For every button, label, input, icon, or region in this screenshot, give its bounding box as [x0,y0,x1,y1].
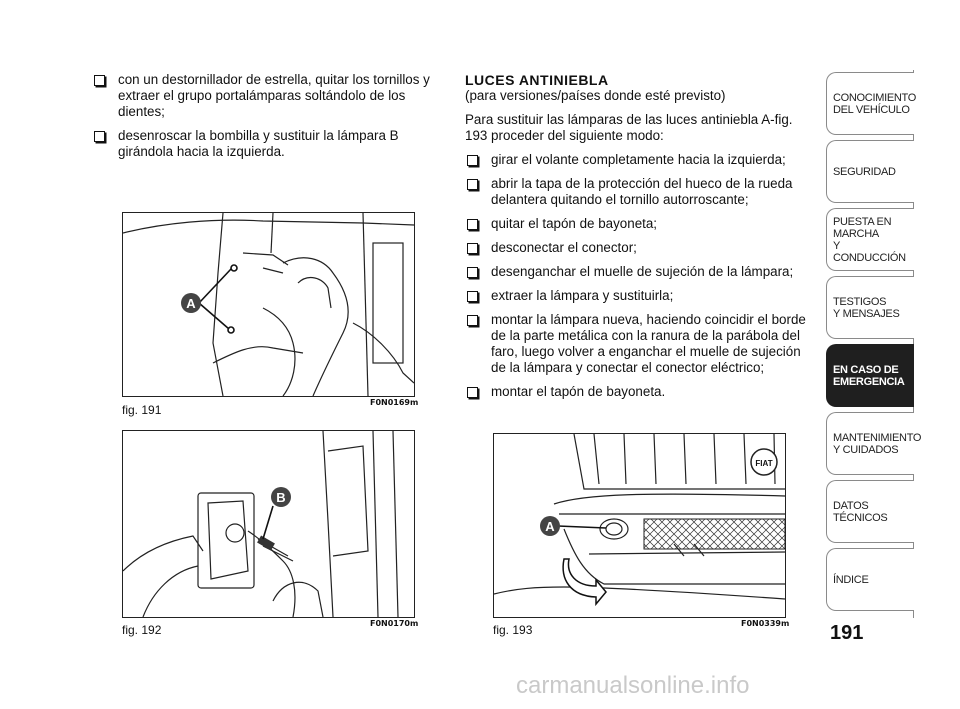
fog-lights-section [465,72,815,408]
figure-193-caption: fig. 193 [493,623,533,637]
checkbox-bullet-icon [467,219,478,230]
checkbox-bullet-icon [467,291,478,302]
list-item: con un destornillador de estrella, quitar los tornillos y extraer el grupo portalámparas soltándolo de los dientes; [92,72,440,120]
left-instructions [92,72,440,168]
figure-192 [122,430,415,618]
figure-191-caption: fig. 191 [122,403,162,417]
list-item: abrir la tapa de la protección del hueco de la rueda delantera quitando el tornillo autorroscante; [465,176,815,208]
section-subtitle: (para versiones/países donde esté previsto) [465,88,726,103]
tab-testigos[interactable]: TESTIGOS Y MENSAJES [826,276,914,339]
checkbox-bullet-icon [467,155,478,166]
checkbox-bullet-icon [94,131,105,142]
checkbox-bullet-icon [467,243,478,254]
section-title: LUCES ANTINIEBLA [465,72,609,88]
checkbox-bullet-icon [94,75,105,86]
label-a: A [186,296,196,311]
list-item: montar el tapón de bayoneta. [465,384,815,400]
bulb-replacement-illustration [123,431,414,617]
tab-conocimiento[interactable]: CONOCIMIENTO DEL VEHÍCULO [826,72,914,135]
front-bumper-fog-lamp-illustration [494,434,785,617]
figure-193 [493,433,786,618]
fog-lamp-screws-illustration [123,213,414,396]
right-instructions [465,152,815,400]
label-b: B [276,490,286,505]
figure-191-code: F0N0169m [370,398,419,407]
checkbox-bullet-icon [467,387,478,398]
figure-192-caption: fig. 192 [122,623,162,637]
list-item: desenroscar la bombilla y sustituir la lámpara B girándola hacia la izquierda. [92,128,440,160]
tab-indice[interactable]: ÍNDICE [826,548,914,611]
fiat-logo: FIAT [755,459,773,468]
list-item: montar la lámpara nueva, haciendo coincidir el borde de la parte metálica con la ranura de la parábola del faro, luego volver a enganchar el muelle de sujeción de la lámpara y conectar el conector eléctrico; [465,312,815,376]
figure-192-code: F0N0170m [370,619,419,628]
watermark: carmanualsonline.info [516,672,750,699]
checkbox-bullet-icon [467,315,478,326]
list-item: desconectar el conector; [465,240,815,256]
label-a: A [545,519,555,534]
figure-193-code: F0N0339m [741,619,790,628]
page-number: 191 [830,622,864,644]
checkbox-bullet-icon [467,267,478,278]
list-item: extraer la lámpara y sustituirla; [465,288,815,304]
checkbox-bullet-icon [467,179,478,190]
tab-datos-tecnicos[interactable]: DATOS TÉCNICOS [826,480,914,543]
section-intro: Para sustituir las lámparas de las luces antiniebla A-fig. 193 proceder del siguiente modo: [465,112,793,143]
list-item: desenganchar el muelle de sujeción de la lámpara; [465,264,815,280]
tab-puesta-en-marcha[interactable]: PUESTA EN MARCHA Y CONDUCCIÓN [826,208,914,271]
tab-mantenimiento[interactable]: MANTENIMIENTO Y CUIDADOS [826,412,914,475]
figure-191 [122,212,415,397]
tab-en-caso-de-emergencia[interactable]: EN CASO DE EMERGENCIA [826,344,914,407]
list-item: quitar el tapón de bayoneta; [465,216,815,232]
tab-seguridad[interactable]: SEGURIDAD [826,140,914,203]
list-item: girar el volante completamente hacia la izquierda; [465,152,815,168]
